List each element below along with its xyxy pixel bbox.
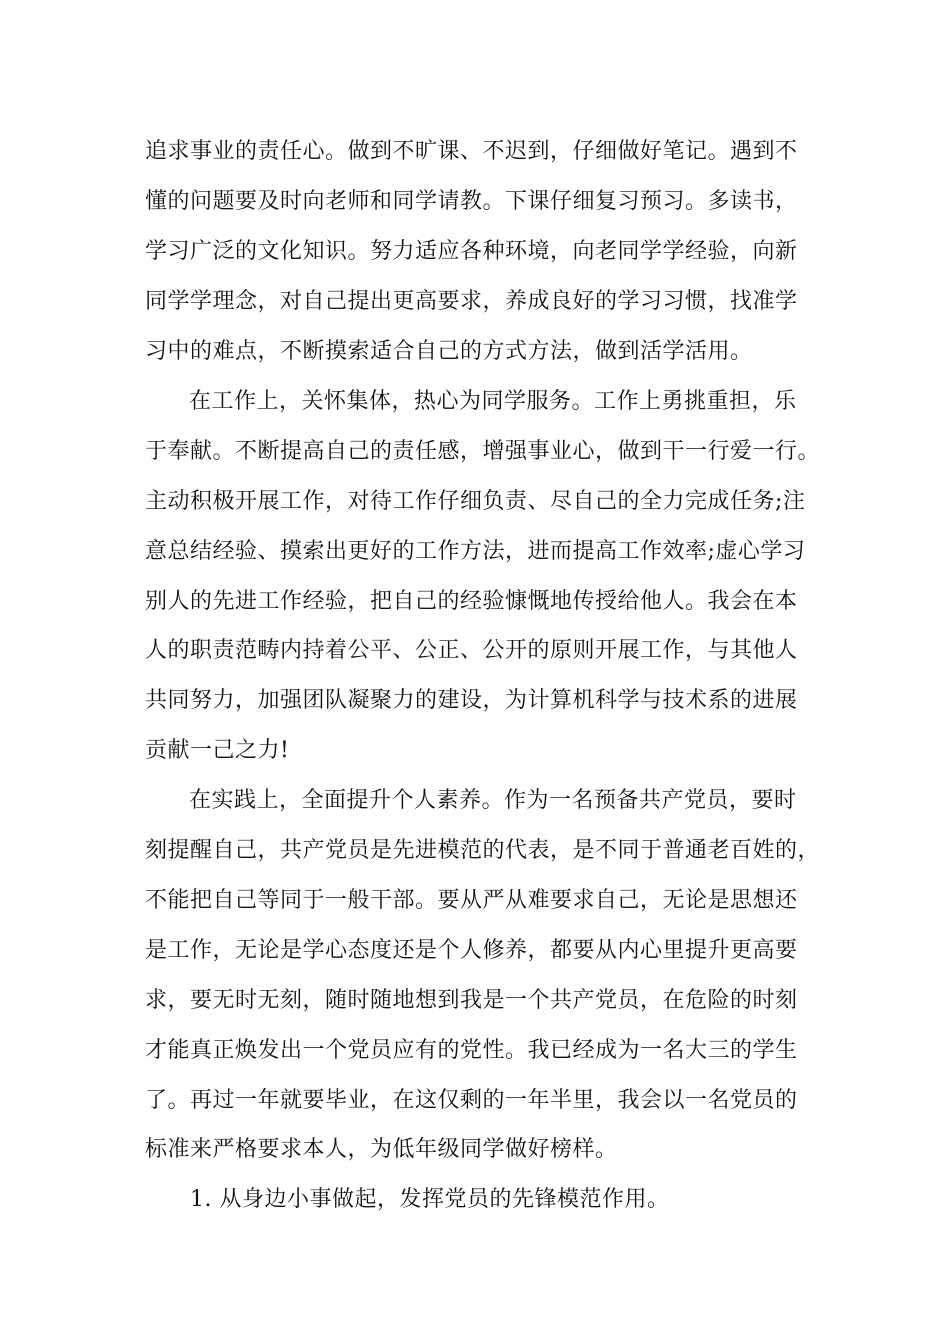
- text-line: 学习广泛的文化知识。努力适应各种环境，向老同学学经验，向新: [145, 239, 798, 264]
- text-line: 人的职责范畴内持着公平、公正、公开的原则开展工作，与其他人: [145, 638, 798, 663]
- text-line: 求，要无时无刻，随时随地想到我是一个共产党员，在危险的时刻: [145, 988, 798, 1013]
- text-line: 习中的难点，不断摸索适合自己的方式方法，做到活学活用。: [145, 339, 753, 364]
- text-line: 主动积极开展工作，对待工作仔细负责、尽自己的全力完成任务;注: [145, 489, 806, 514]
- text-line: 才能真正焕发出一个党员应有的党性。我已经成为一名大三的学生: [145, 1038, 798, 1063]
- text-line: 懂的问题要及时向老师和同学请教。下课仔细复习预习。多读书，: [145, 189, 798, 214]
- text-line: 同学学理念，对自己提出更高要求，养成良好的学习习惯，找准学: [145, 289, 798, 314]
- text-line: 于奉献。不断提高自己的责任感，增强事业心，做到干一行爱一行。: [145, 439, 821, 464]
- text-line: 贡献一己之力!: [145, 738, 290, 763]
- text-line: 是工作，无论是学心态度还是个人修养，都要从内心里提升更高要: [145, 938, 798, 963]
- text-line: 标准来严格要求本人，为低年级同学做好榜样。: [145, 1137, 618, 1162]
- text-line: 刻提醒自己，共产党员是先进模范的代表，是不同于普通老百姓的，: [145, 838, 821, 863]
- text-line: 了。再过一年就要毕业，在这仅剩的一年半里，我会以一名党员的: [145, 1088, 798, 1113]
- text-line: 共同努力，加强团队凝聚力的建设，为计算机科学与技术系的进展: [145, 688, 798, 713]
- paragraph-start-line: 在工作上，关怀集体，热心为同学服务。工作上勇挑重担，乐: [189, 389, 797, 414]
- paragraph-start-line: 在实践上，全面提升个人素养。作为一名预备共产党员，要时: [189, 788, 797, 813]
- numbered-list-item: 1. 从身边小事做起，发挥党员的先锋模范作用。: [190, 1187, 670, 1212]
- text-line: 别人的先进工作经验，把自己的经验慷慨地传授给他人。我会在本: [145, 589, 798, 614]
- text-line: 意总结经验、摸索出更好的工作方法，进而提高工作效率;虚心学习: [145, 539, 806, 564]
- text-line: 追求事业的责任心。做到不旷课、不迟到，仔细做好笔记。遇到不: [145, 139, 798, 164]
- text-line: 不能把自己等同于一般干部。要从严从难要求自己，无论是思想还: [145, 888, 798, 913]
